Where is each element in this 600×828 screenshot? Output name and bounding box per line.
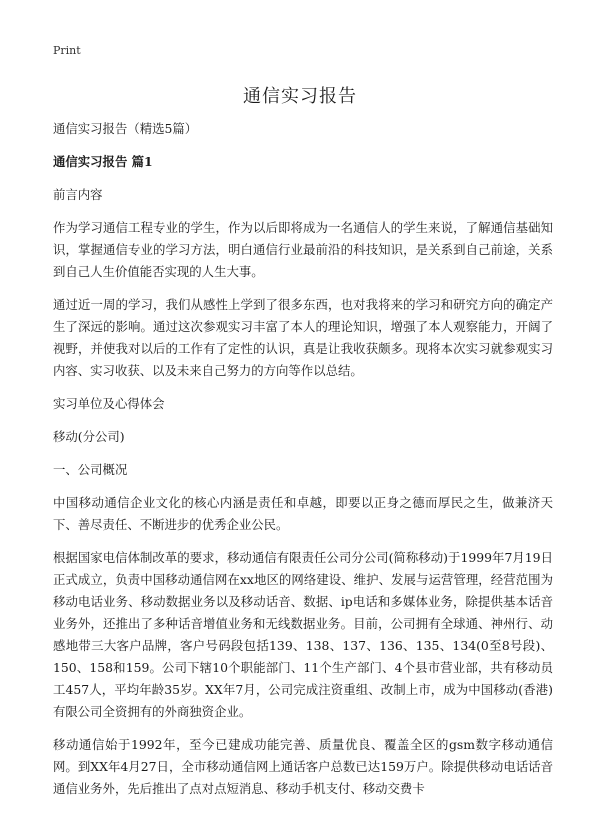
paragraph: 实习单位及心得体会 [53, 396, 165, 411]
paragraph: 前言内容 [53, 187, 103, 202]
page-title: 通信实习报告 [243, 86, 357, 107]
paragraph: 一、公司概况 [53, 462, 128, 477]
section-heading: 通信实习报告 篇1 [53, 154, 153, 169]
document-body [53, 118, 553, 811]
paragraph: 中国移动通信企业文化的核心内涵是责任和卓越，即要以正身之德而厚民之生，做兼济天下、善尽责任、不断进步的优秀企业公民。 [53, 495, 553, 532]
paragraph: 移动(分公司) [53, 429, 125, 444]
paragraph: 移动通信始于1992年，至今已建成功能完善、质量优良、覆盖全区的gsm数字移动通信网。到XX年4月27日，全市移动通信网上通话客户总数已达159万户。除提供移动电话话音通信业务外，先后推出了点对点短消息、移动手机支付、移动交费卡 [53, 737, 553, 796]
paragraph: 根据国家电信体制改革的要求，移动通信有限责任公司分公司(简称移动)于1999年7月19日正式成立，负责中国移动通信网在xx地区的网络建设、维护、发展与运营管理，经营范围为移动电话业务、移动数据业务以及移动话音、数据、ip电话和多媒体业务，除提供基本话音业务外，还推出了多种话音增值业务和无线数据业务。目前，公司拥有全球通、神州行、动感地带三大客户品牌，客户号码段包括139、138、137、136、135、134(0至8号段)、150、158和159。公司下辖10个职能部门、11个生产部门、4个县市营业部，共有移动员工457人，平均年龄35岁。XX年7月，公司完成注资重组、改制上市，成为中国移动(香港)有限公司全资拥有的外商独资企业。 [53, 550, 553, 719]
paragraph: 作为学习通信工程专业的学生，作为以后即将成为一名通信人的学生来说，了解通信基础知识，掌握通信专业的学习方法，明白通信行业最前沿的科技知识，是关系到自己前途，关系到自己人生价值能否实现的人生大事。 [53, 220, 553, 279]
paragraph: 通过近一周的学习，我们从感性上学到了很多东西，也对我将来的学习和研究方向的确定产生了深远的影响。通过这次参观实习丰富了本人的理论知识，增强了本人观察能力，开阔了视野，并使我对以后的工作有了定性的认识，真是让我收获颇多。现将本次实习就参观实习内容、实习收获、以及未来自己努力的方向等作以总结。 [53, 297, 553, 378]
print-label: Print [53, 44, 81, 57]
subtitle: 通信实习报告（精选5篇） [53, 121, 198, 136]
